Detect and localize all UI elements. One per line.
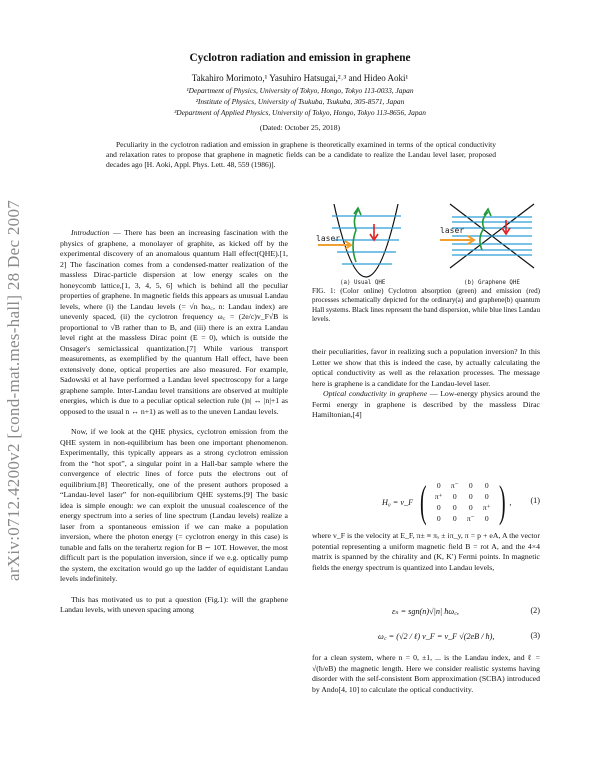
intro-paragraph <box>60 228 288 417</box>
author-list: Takahiro Morimoto,¹ Yasuhiro Hatsugai,²˒³ and Hideo Aoki¹ <box>191 73 409 83</box>
eq2-body: εₙ = sgn(n)√|n| ħω꜀, <box>392 607 459 616</box>
figure-panel-a <box>316 204 401 286</box>
dated-line: (Dated: October 25, 2018) <box>259 123 341 132</box>
paper-title: Cyclotron radiation and emission in graphene <box>189 52 411 64</box>
equation-2 <box>312 606 540 618</box>
laser-label: laser <box>440 226 465 235</box>
optical-body: — Low-energy physics around the Fermi energy in graphene is described by the massless Dirac Hamiltonian,[4] <box>312 389 540 419</box>
absorption-arrow <box>353 210 358 262</box>
eq1-matrix: ( 0 π⁻ 0 0 π⁺ 0 0 0 0 0 0 π⁺ 0 0 π⁻ 0 ) <box>420 477 506 526</box>
equation-1: H₀ = v_F ( 0 π⁻ 0 0 π⁺ 0 0 0 0 0 0 π⁺ 0 0 π⁻ 0 ) , (1) <box>382 477 540 526</box>
population-paragraph: their peculiarities, favor in realizing such a population inversion? In this Letter we show that this is indeed the case, by actually calculating the optical conductivity as well as the relaxation processes. The message here is graphene is a candidate for the Landau-level laser. <box>312 347 540 388</box>
where-paragraph: where v_F is the velocity at E_F, π± ≡ πₓ ± iπ_y, π = p + eA, A the vector potential representing a uniform magnetic field B = rot A, and the 4×4 matrix is spanned by the chirality and (K, K′) Fermi points. In magnetic fields the energy spectrum is quantized into Landau levels, <box>312 531 540 572</box>
panel-b-caption: (b) Graphene QHE <box>464 280 520 286</box>
right-column-bottom <box>312 653 540 695</box>
eq2-number: (2) <box>530 606 540 615</box>
affiliation-2: ²Institute of Physics, University of Tsukuba, Tsukuba, 305-8571, Japan <box>195 97 405 106</box>
figure-caption: FIG. 1: (Color online) Cyclotron absorption (green) and emission (red) processes schematically depicted for the ordinary(a) and graphene(b) quantum Hall systems. Black lines represent the band dispersion, while blue lines Landau levels. <box>312 287 540 324</box>
optical-paragraph <box>312 389 540 421</box>
figure-panel-b <box>440 204 534 286</box>
optical-lead: Optical conductivity in graphene <box>323 389 428 398</box>
eq1-matrix-table: 0 π⁻ 0 0 π⁺ 0 0 0 0 0 0 π⁺ 0 0 π⁻ 0 <box>434 481 491 523</box>
qhe-paragraph: Now, if we look at the QHE physics, cyclotron emission from the QHE system in non-equilibrium has been one important phenomenon. Experimentally, this typically appears as a strong cyclotron emission from the “hot spot”, a singular point in a Hall-bar sample where the convergence of electric lines of force puts the electrons out of equilibrium.[8] Theoretically, one of the present authors proposed a “Landau-level laser” for non-equilibrium QHE systems.[9] The basic idea is simple enough: we can exploit the unusual coalescence of the energy spectrum into a series of line spectrum (Landau levels) realize a laser from a spontaneous emission if we can make a population inversion, where the photon energy (= cyclotron energy in this case) is tunable and falls on the terahertz region for B ∼ 10T. However, the most difficult part is the population inversion, since if we e.g. optically pump the system, the excitation would go up the ladder of equidistant Landau levels indefinitely. <box>60 427 288 583</box>
affiliation-3: ³Department of Applied Physics, University of Tokyo, Hongo, Tokyo 113-8656, Japan <box>174 108 426 117</box>
affiliation-1: ¹Department of Physics, University of Tokyo, Hongo, Tokyo 113-0033, Japan <box>186 86 414 95</box>
eq1-number: (1) <box>530 496 540 505</box>
question-paragraph: This has motivated us to put a question (Fig.1): will the graphene Landau levels, with uneven spacing among <box>60 594 288 614</box>
equation-3 <box>312 628 540 650</box>
eq1-lhs: H₀ = v_F <box>382 497 414 507</box>
right-column-top <box>312 347 540 421</box>
intro-lead: Introduction <box>71 228 110 237</box>
clean-system-paragraph: for a clean system, where n = 0, ±1, ... is the Landau index, and ℓ = √(ħ/eB) the magnetic length. Here we consider realistic systems having disorder with the self-consistent Born approximation (SCBA) introduced by Ando[4, 10] to calculate the optical conductivity. <box>312 653 540 694</box>
intro-body: — There has been an increasing fascination with the physics of graphene, a monolayer of graphite, as kicked off by the experimental discovery of an anomalous quantum Hall effect(QHE).[1, 2] The fascination comes from a condensed-matter realization of the massless Dirac-particle dispersion at low energy scales on the honeycomb lattice,[1, 3, 4, 5, 6] which is behind all the peculiar properties of graphene. In magnetic fields this appears as unusual Landau levels, where (i) the Landau levels (= √n ħω꜀, n: Landau index) are unevenly spaced, (ii) the cyclotron frequency ω꜀ = (2e/c)v_F√B is proportional to √B rather than to B, and (iii) there is an extra Landau level right at the massless Dirac point (E = 0), which is outside the Onsager's semiclassical quantization.[7] While various transport measurements, as exemplified by the quantum Hall effect, have been extensively done, optical properties are also measured. For example, Sadowski et al have performed a Landau level spectroscopy for a large graphene sample. Inter-Landau level transitions are observed at multiple energies, which is due to a peculiar optical selection rule (|n| ↔ |n|+1 as opposed to the usual n ↔ n+1) as well as to the uneven Landau levels. <box>60 228 288 416</box>
laser-label: laser <box>316 234 341 243</box>
arxiv-stamp: arXiv:0712.4200v2 [cond-mat.mes-hall] 28 Dec 2007 <box>4 199 23 581</box>
right-column-mid <box>312 531 540 573</box>
eq3-body: ω꜀ = (√2 / ℓ) v_F = v_F √(2eB / ħ), <box>378 632 495 641</box>
figure-1 <box>312 200 540 288</box>
left-column <box>60 228 288 616</box>
abstract: Peculiarity in the cyclotron radiation and emission in graphene is theoretically examined in terms of the optical conductivity and relaxation rates to propose that graphene in magnetic fields can be a candidate to realize the Landau level laser, proposed decades ago [H. Aoki, Appl. Phys. Lett. 48, 559 (1986)]. <box>106 140 496 169</box>
panel-a-caption: (a) Usual QHE <box>340 280 386 286</box>
eq3-number: (3) <box>530 631 540 640</box>
